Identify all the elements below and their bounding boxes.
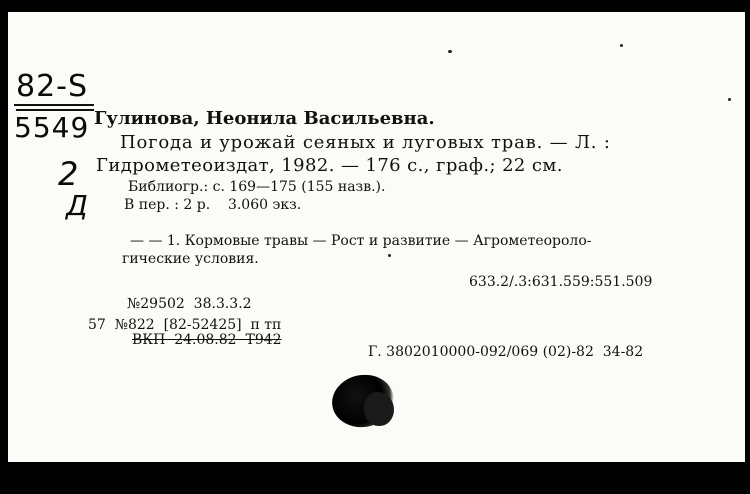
handwritten-code-top: 82-S: [16, 69, 89, 104]
handwritten-underline-1: [14, 104, 94, 106]
handwritten-mark-lower: Д: [66, 189, 88, 222]
accession-number: №29502 38.3.3.2: [127, 296, 252, 312]
author-heading: Гулинова, Неонила Васильевна.: [94, 108, 435, 129]
subject-line-1: — — 1. Кормовые травы — Рост и развитие — Агрометеороло-: [130, 233, 592, 249]
card-punch-hole-shadow: [364, 392, 394, 426]
title-line-1: Погода и урожай сеяных и луговых трав. — Л. :: [120, 132, 611, 153]
scan-border: [0, 0, 8, 494]
handwritten-code-bottom: 5549: [14, 111, 90, 144]
order-number: 57 №822 [82-52425] п тп: [88, 317, 282, 333]
udc-number: 633.2/.3:631.559:551.509: [469, 274, 653, 290]
speck: [620, 44, 623, 47]
handwritten-mark: 2: [58, 155, 79, 193]
catalog-card: [8, 12, 745, 462]
vkp-stamp: ВКП 24.08.82 Т942: [132, 332, 282, 348]
speck: [448, 50, 452, 53]
subject-line-2: гические условия.: [122, 251, 259, 267]
price-note: В пер. : 2 р. 3.060 экз.: [124, 197, 302, 213]
title-line-2: Гидрометеоиздат, 1982. — 176 с., граф.; 22 см.: [96, 155, 563, 176]
speck: [388, 254, 391, 257]
publisher-code: Г. 3802010000-092/069 (02)-82 34-82: [368, 344, 644, 360]
speck: [728, 98, 731, 101]
bibliography-note: Библиогр.: с. 169—175 (155 назв.).: [128, 179, 386, 195]
